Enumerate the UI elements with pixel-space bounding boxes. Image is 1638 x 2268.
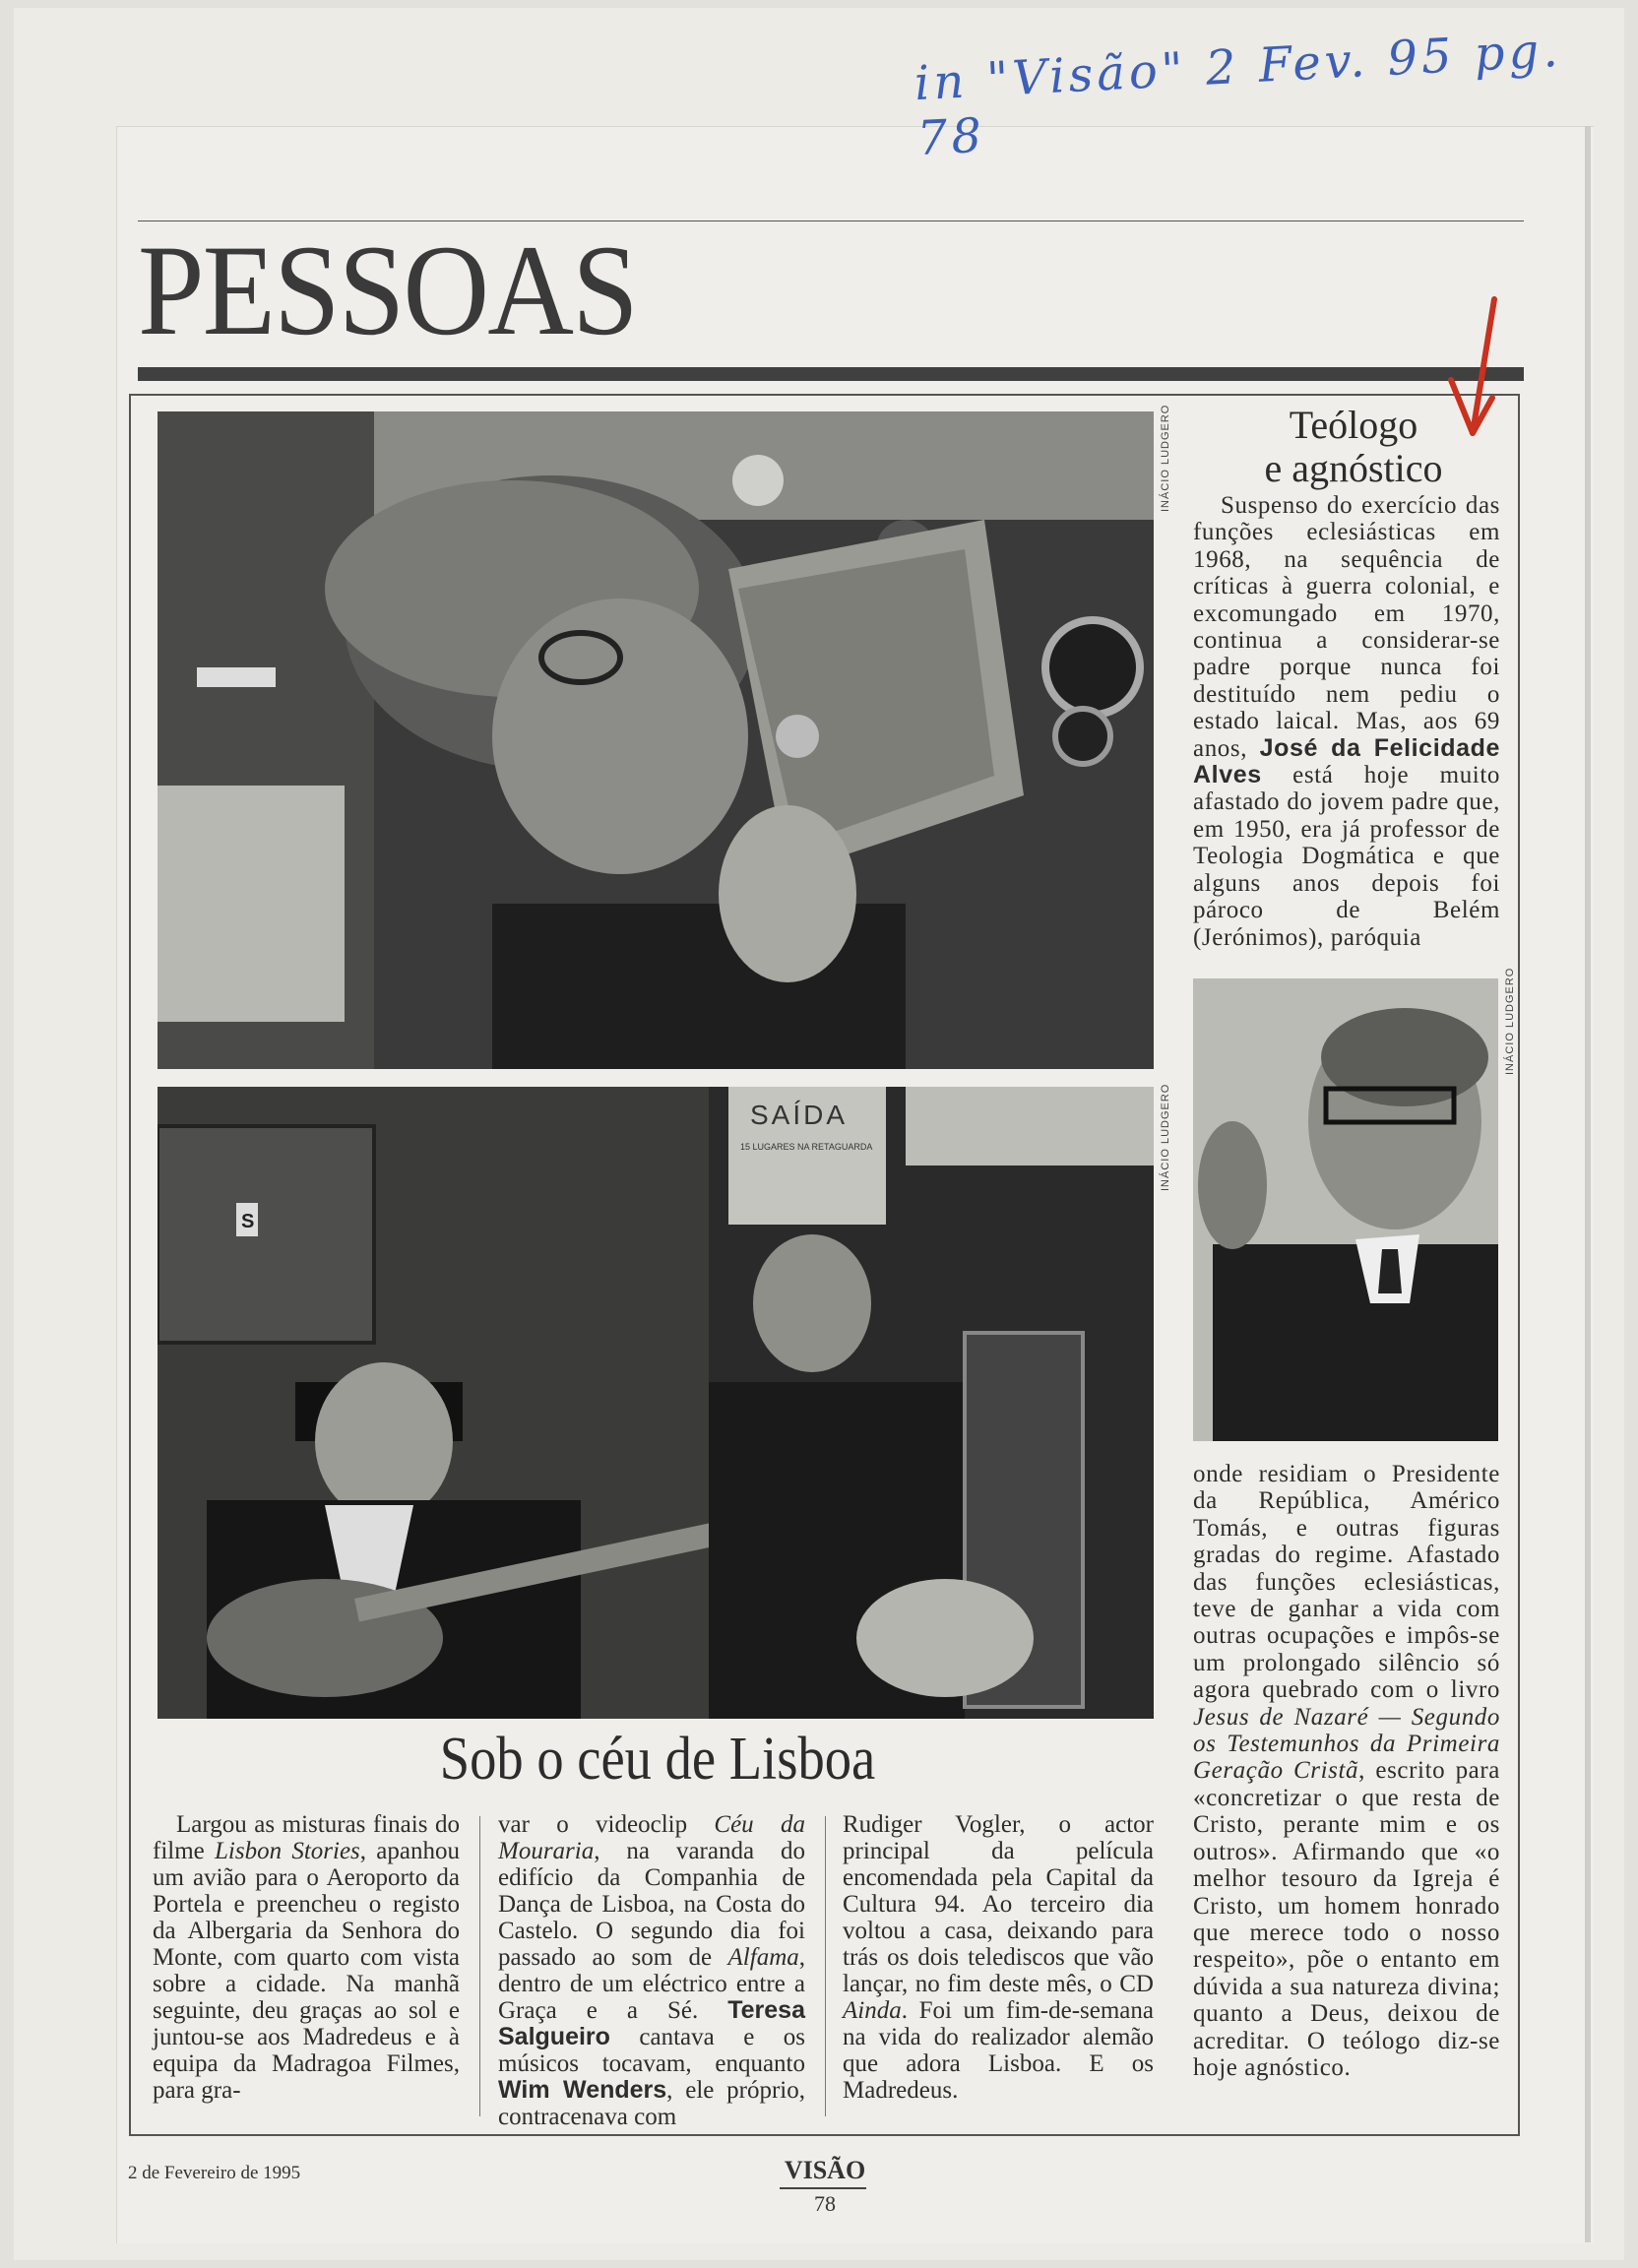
text-run: está hoje muito afastado do jovem padre que, em 1950, era já professor de Teologia Dogmática e que alguns anos depois foi pároco de Belém (Jerónimos), paróquia xyxy=(1193,762,1500,951)
photo-credit-side: INÁCIO LUDGERO xyxy=(1504,967,1516,1075)
text-run: , dentro de um eléctrico entre a Graça e a Sé. xyxy=(498,1944,805,2024)
column-separator-1 xyxy=(479,1816,480,2116)
text-run: Suspenso do exercício das funções eclesiásticas em 1968, na sequência de críticas à guerra colonial, e excomungado em 1970, continua a considerar-se padre porque nunca foi destituído nem pediu o estado laical. Mas, aos 69 anos, xyxy=(1193,492,1500,762)
text-run: Jesus de Nazaré — Segundo os Testemunhos da Primeira Geração Cristã xyxy=(1193,1703,1500,1785)
text-run: Lisbon Stories xyxy=(215,1838,360,1864)
text-run: cantava e os músicos tocavam, enquanto xyxy=(498,2024,805,2077)
text-run: , na varanda do edifício da Companhia de Dança de Lisboa, na Costa do Castelo. O segundo dia foi passado ao som de xyxy=(498,1838,805,1971)
text-run: Céu da Mouraria xyxy=(498,1811,805,1864)
footer-date: 2 de Fevereiro de 1995 xyxy=(128,2163,301,2183)
sidebar-headline-line-1: Teólogo xyxy=(1289,403,1418,447)
svg-text:S: S xyxy=(241,1211,255,1232)
text-run: . Foi um fim-de-semana na vida do realizador alemão que adora Lisboa. E os Madredeus. xyxy=(843,1997,1154,2104)
sheet-edge xyxy=(1585,126,1591,2242)
photo-filmmaker-with-camera xyxy=(158,411,1154,1069)
text-run: José da Felicidade Alves xyxy=(1193,733,1500,789)
photo-theologian-drawing xyxy=(1193,978,1498,1441)
article-column-1-text xyxy=(153,1811,460,2104)
text-run: Alfama xyxy=(727,1944,799,1971)
photo-filmmaker-drawing xyxy=(158,411,1154,1069)
text-run: onde residiam o Presidente da República, Américo Tomás, e outras figuras gradas do regime. Afastado das funções eclesiásticas, teve de ganhar a vida com outras ocupações e impôs-se um prolongado silêncio só agora quebrado com o livro xyxy=(1193,1461,1500,1704)
sidebar-text-part-2 xyxy=(1193,1461,1500,2081)
sidebar-headline-line-2: e agnóstico xyxy=(1264,446,1443,490)
article-column-2-text xyxy=(498,1811,805,2130)
column-separator-2 xyxy=(825,1816,826,2116)
red-check-mark xyxy=(1445,295,1504,448)
section-rule-bottom xyxy=(138,367,1524,381)
photo-tram-musicians xyxy=(158,1087,1154,1719)
text-run: Wim Wenders xyxy=(498,2076,667,2104)
article-headline: Sob o céu de Lisboa xyxy=(439,1726,876,1793)
text-run: , apanhou um avião para o Aeroporto da Portela e preencheu o registo da Albergaria da Senhora do Monte, com quarto com vista sobre a cidade. Na manhã seguinte, deu graças ao sol e juntou-se aos Madredeus e à equipa da Madragoa Filmes, para gra- xyxy=(153,1838,460,2104)
text-run: Largou as misturas finais do filme xyxy=(153,1811,460,1864)
text-run: Rudiger Vogler, o actor principal da película encomendada pela Capital da Cultura 94. Ao terceiro dia voltou a casa, deixando para trás os dois telediscos que vão lançar, no fim deste mês, o CD xyxy=(843,1811,1154,1997)
handwritten-note: in "Visão" 2 Fev. 95 pg. 78 xyxy=(913,22,1563,167)
photo-theologian-portrait xyxy=(1193,978,1498,1441)
text-run: , ele próprio, contracenava com xyxy=(498,2077,805,2130)
photo-tram-drawing xyxy=(158,1087,1154,1719)
text-run: Teresa Salgueiro xyxy=(498,1996,805,2050)
text-run: var o videoclip xyxy=(498,1811,715,1838)
article-column-3 xyxy=(843,1811,1154,2104)
sidebar-text-part-1 xyxy=(1193,492,1500,951)
article-column-1 xyxy=(153,1811,460,2104)
tram-exit-sign-small: 15 LUGARES NA RETAGUARDA xyxy=(740,1142,873,1152)
tram-exit-sign: SAÍDA xyxy=(750,1100,849,1130)
footer-page-number: 78 xyxy=(814,2191,836,2216)
photo-credit-top: INÁCIO LUDGERO xyxy=(1160,404,1171,512)
red-check-mark-drawing xyxy=(1445,295,1504,443)
article-column-2 xyxy=(498,1811,805,2130)
text-run: , escrito para «concretizar o que resta de Cristo, perante mim e os outros». Afirmando que «o melhor tesouro da Igreja é Cristo, um homem honrado que merece todo o nosso respeito», põe o entanto em dúvida a sua natureza divina; quanto a Deus, deixou de acreditar. O teólogo diz-se hoje agnóstico. xyxy=(1193,1757,1500,2081)
article-column-3-text xyxy=(843,1811,1154,2104)
footer-magazine-name: VISÃO xyxy=(784,2156,866,2184)
text-run: Ainda xyxy=(843,1997,902,2024)
footer-rule xyxy=(780,2187,866,2189)
section-title: PESSOAS xyxy=(138,218,637,362)
photo-credit-bottom: INÁCIO LUDGERO xyxy=(1160,1083,1171,1191)
